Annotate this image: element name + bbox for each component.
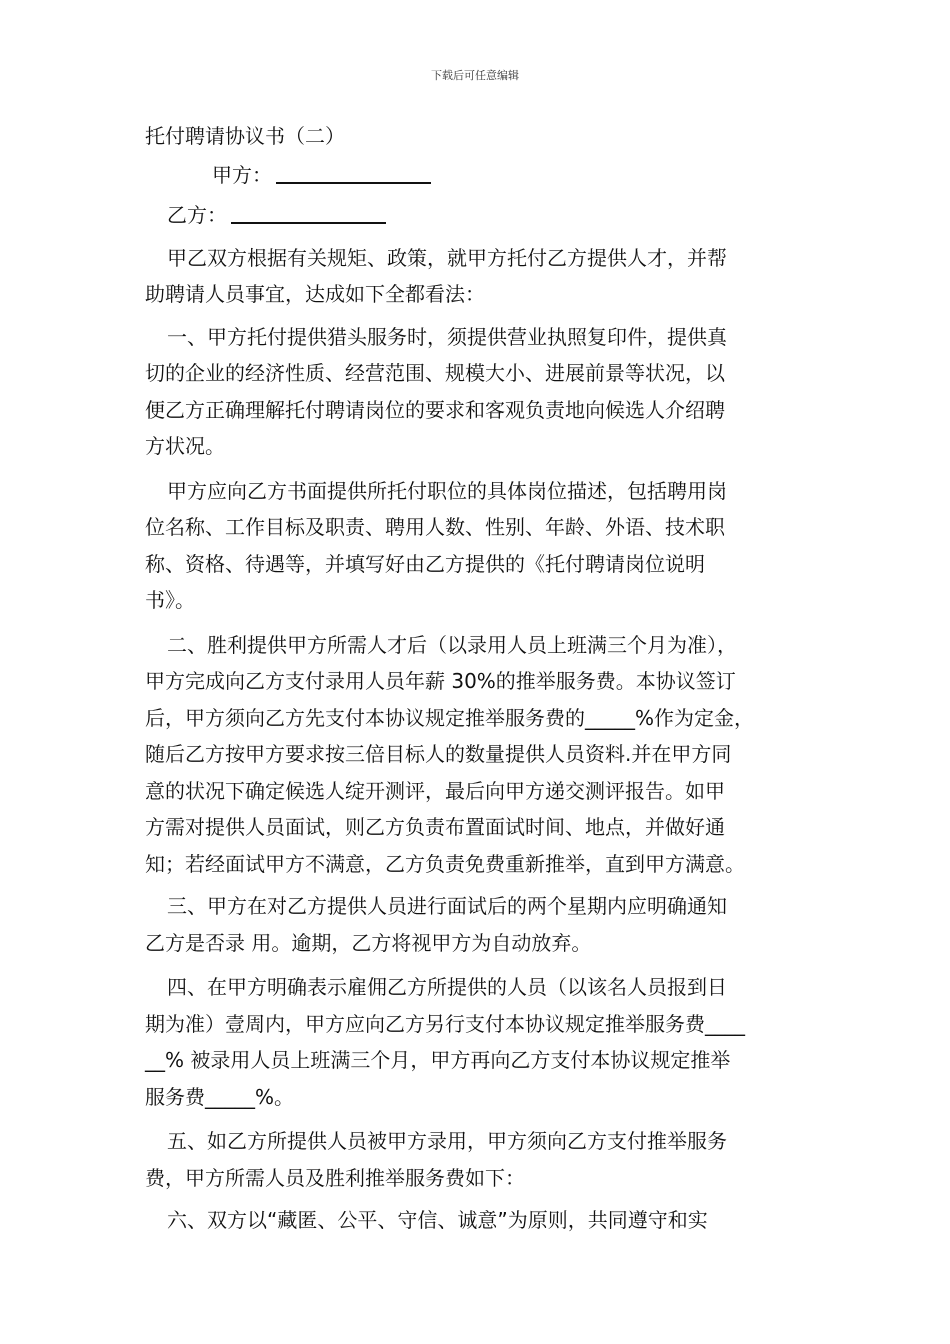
paragraph-clause-2 <box>145 627 813 883</box>
paragraph-line: 乙方是否录 用。逾期，乙方将视甲方为自动放弃。 <box>145 930 592 955</box>
party-b-line <box>145 197 813 234</box>
paragraph-line: 三、甲方在对乙方提供人员进行面试后的两个星期内应明确通知 <box>167 894 727 918</box>
party-b-label: 乙方： <box>167 203 227 227</box>
paragraph-line: 知；若经面试甲方不满意，乙方负责免费重新推举，直到甲方满意。 <box>145 851 745 876</box>
paragraph-clause-1 <box>145 319 813 465</box>
paragraph-line: 随后乙方按甲方要求按三倍目标人的数量提供人员资料.并在甲方同 <box>145 742 732 766</box>
document-body <box>145 118 813 1239</box>
party-a-line <box>145 157 813 194</box>
paragraph-line: 后，甲方须向乙方先支付本协议规定推举服务费的_____%作为定金， <box>145 705 755 730</box>
paragraph-line: 二、胜利提供甲方所需人才后（以录用人员上班满三个月为准）， <box>167 632 737 657</box>
paragraph-line: __% 被录用人员上班满三个月，甲方再向乙方支付本协议规定推举 <box>145 1048 731 1072</box>
paragraph-line: 便乙方正确理解托付聘请岗位的要求和客观负责地向候选人介绍聘 <box>145 397 725 422</box>
paragraph-line: 切的企业的经济性质、经营范围、规模大小、进展前景等状况，以 <box>145 361 725 385</box>
paragraph-line: 甲方应向乙方书面提供所托付职位的具体岗位描述，包括聘用岗 <box>167 478 727 503</box>
paragraph-line: 五、如乙方所提供人员被甲方录用，甲方须向乙方支付推举服务 <box>167 1129 727 1153</box>
paragraph-line: 服务费_____%。 <box>145 1084 295 1109</box>
paragraph-line: 费，甲方所需人员及胜利推举服务费如下： <box>145 1165 525 1190</box>
paragraph-line: 一、甲方托付提供猎头服务时，须提供营业执照复印件，提供真 <box>167 324 727 349</box>
paragraph-clause-1b <box>145 473 813 619</box>
header-note: 下载后可任意编辑 <box>431 69 519 82</box>
paragraph-line: 期为准）壹周内，甲方应向乙方另行支付本协议规定推举服务费____ <box>145 1011 745 1036</box>
paragraph-line: 称、资格、待遇等，并填写好由乙方提供的《托付聘请岗位说明 <box>145 551 705 576</box>
paragraph-line: 甲乙双方根据有关规矩、政策，就甲方托付乙方提供人才，并帮 <box>167 245 727 270</box>
paragraph-line: 方需对提供人员面试，则乙方负责布置面试时间、地点，并做好通 <box>145 815 725 839</box>
paragraph-line: 甲方完成向乙方支付录用人员年薪 30%的推举服务费。本协议签订 <box>145 669 736 693</box>
document-title: 托付聘请协议书（二） <box>145 124 345 148</box>
paragraph-line: 四、在甲方明确表示雇佣乙方所提供的人员（以该名人员报到日 <box>167 975 727 999</box>
paragraph-clause-4 <box>145 969 813 1115</box>
paragraph-line: 六、双方以“藏匿、公平、守信、诚意”为原则，共同遵守和实 <box>167 1208 708 1232</box>
party-a-label: 甲方： <box>212 162 272 187</box>
paragraph-clause-5 <box>145 1123 813 1196</box>
paragraph-line: 意的状况下确定候选人绽开测评，最后向甲方递交测评报告。如甲 <box>145 778 725 803</box>
paragraph-line: 位名称、工作目标及职责、聘用人数、性别、年龄、外语、技术职 <box>145 515 725 539</box>
paragraph-line: 助聘请人员事宜，达成如下全都看法： <box>145 282 485 306</box>
paragraph-line: 方状况。 <box>145 434 225 458</box>
party-b-blank <box>231 202 386 224</box>
paragraph-clause-6 <box>145 1202 813 1239</box>
paragraph-intro <box>145 240 813 313</box>
paragraph-line: 书》。 <box>145 588 195 612</box>
party-a-blank <box>276 162 431 184</box>
paragraph-clause-3 <box>145 888 813 961</box>
